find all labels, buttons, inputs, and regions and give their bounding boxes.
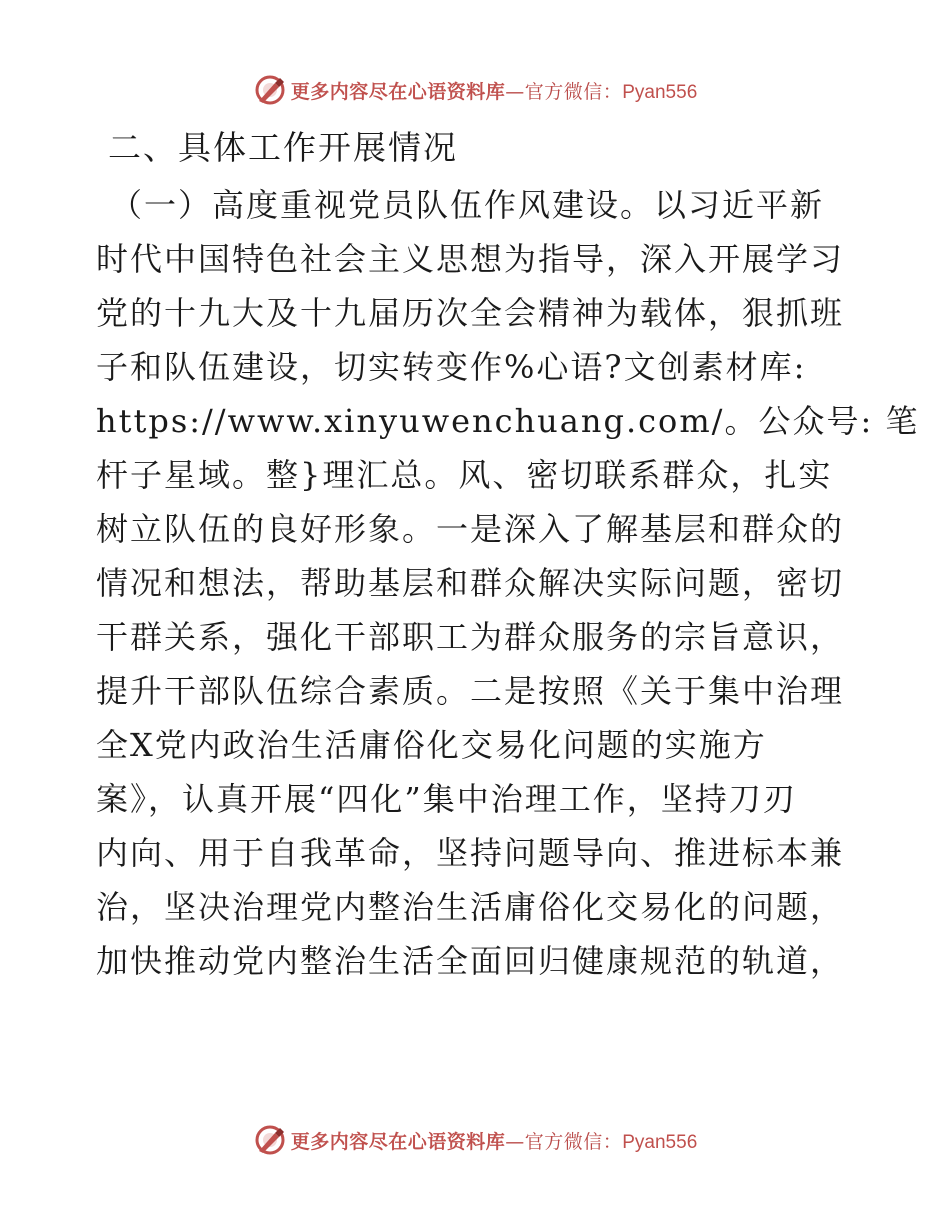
banner-wechat-id: Pyan556 xyxy=(622,81,698,103)
paragraph-line: 案》，认真开展“四化”集中治理工作，坚持刀刃 xyxy=(96,780,797,818)
paragraph-line-url: https://www.xinyuwenchuang.com/。公众号: 笔 xyxy=(96,402,920,440)
paragraph-line: 治，坚决治理党内整治生活庸俗化交易化的问题， xyxy=(96,888,845,926)
banner-label: 官方微信： xyxy=(524,80,623,103)
paragraph-line: 子和队伍建设，切实转变作%心语?文创素材库: xyxy=(96,348,807,386)
banner-wechat-id: Pyan556 xyxy=(622,1131,698,1153)
paragraph-line: 情况和想法，帮助基层和群众解决实际问题，密切 xyxy=(96,564,845,602)
paragraph-line: 干群关系，强化干部职工为群众服务的宗旨意识， xyxy=(96,618,845,656)
banner-brand: 更多内容尽在心语资料库 xyxy=(290,80,506,103)
body-paragraph xyxy=(96,178,920,988)
paragraph-line: （一）高度重视党员队伍作风建设。以习近平新 xyxy=(110,186,825,224)
document-body xyxy=(96,122,920,988)
paragraph-line: 内向、用于自我革命，坚持问题导向、推进标本兼 xyxy=(96,834,845,872)
banner-text xyxy=(291,77,698,104)
banner-brand: 更多内容尽在心语资料库 xyxy=(290,1130,506,1153)
header-banner xyxy=(0,70,950,110)
paragraph-line: 加快推动党内整治生活全面回归健康规范的轨道， xyxy=(96,942,845,980)
pen-logo-icon xyxy=(253,1123,287,1157)
banner-separator: — xyxy=(505,1130,525,1153)
paragraph-line: 党的十九大及十九届历次全会精神为载体，狠抓班 xyxy=(96,294,845,332)
banner-separator: — xyxy=(505,80,525,103)
paragraph-line: 杆子星域。整}理汇总。风、密切联系群众，扎实 xyxy=(96,456,833,494)
paragraph-line: 全X党内政治生活庸俗化交易化问题的实施方 xyxy=(96,726,767,764)
paragraph-line: 树立队伍的良好形象。一是深入了解基层和群众的 xyxy=(96,510,845,548)
banner-text xyxy=(291,1127,698,1154)
banner-label: 官方微信： xyxy=(524,1130,623,1153)
pen-logo-icon xyxy=(253,73,287,107)
footer-banner xyxy=(0,1120,950,1160)
paragraph-line: 时代中国特色社会主义思想为指导，深入开展学习 xyxy=(96,240,845,278)
paragraph-line: 提升干部队伍综合素质。二是按照《关于集中治理 xyxy=(96,672,845,710)
section-heading: 二、具体工作开展情况 xyxy=(108,128,458,167)
